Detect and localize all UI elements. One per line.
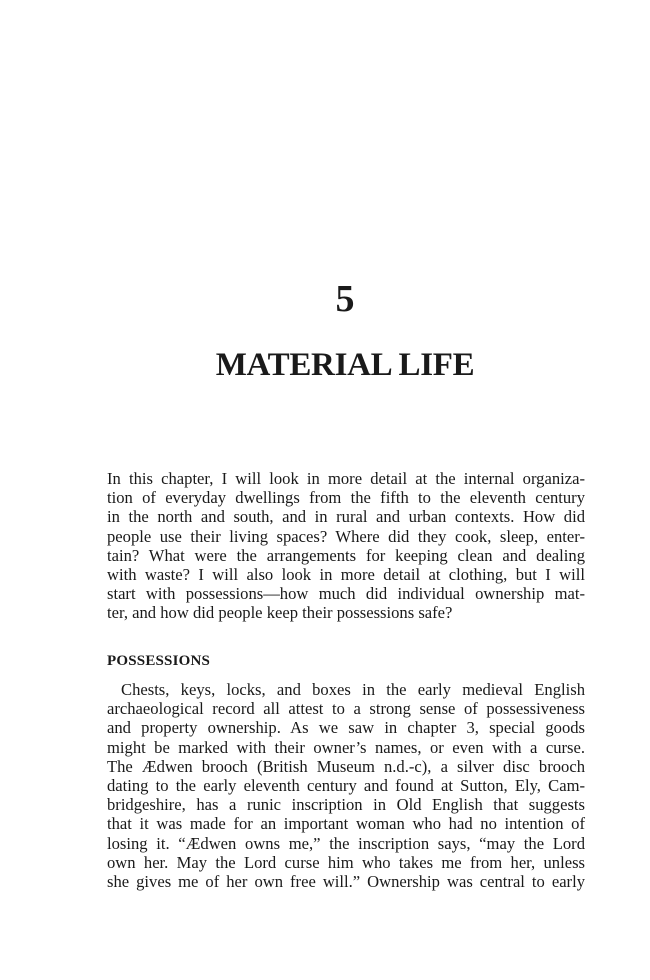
- body-line: own her. May the Lord curse him who takes me from her, unless: [107, 852, 585, 872]
- chapter-title: MATERIAL LIFE: [215, 347, 475, 383]
- body-line: she gives me of her own free will.” Ownership was central to early: [107, 872, 585, 892]
- body-line: Chests, keys, locks, and boxes in the early medieval English: [121, 680, 585, 699]
- intro-line: start with possessions—how much did individual ownership mat-: [107, 584, 585, 604]
- intro-line: in the north and south, and in rural and urban contexts. How did: [107, 507, 585, 527]
- intro-line: tain? What were the arrangements for keeping clean and dealing: [107, 545, 585, 565]
- body-line: losing it. “Ædwen owns me,” the inscription says, “may the Lord: [107, 833, 585, 853]
- body-paragraph: [107, 680, 585, 891]
- intro-line: In this chapter, I will look in more detail at the internal organiza-: [107, 469, 585, 488]
- body-line: dating to the early eleventh century and found at Sutton, Ely, Cam-: [107, 776, 585, 796]
- intro-paragraph: [107, 469, 585, 623]
- body-line: might be marked with their owner’s names, or even with a curse.: [107, 737, 585, 757]
- intro-line: ter, and how did people keep their possessions safe?: [107, 603, 453, 623]
- body-line: The Ædwen brooch (British Museum n.d.-c), a silver disc brooch: [107, 756, 585, 776]
- body-line: and property ownership. As we saw in chapter 3, special goods: [107, 718, 585, 738]
- body-line: archaeological record all attest to a strong sense of possessiveness: [107, 699, 585, 719]
- chapter-number: 5: [335, 278, 355, 320]
- intro-line: people use their living spaces? Where did they cook, sleep, enter-: [107, 526, 585, 546]
- intro-line: tion of everyday dwellings from the fifth to the eleventh century: [107, 488, 585, 508]
- section-heading: POSSESSIONS: [107, 653, 211, 669]
- body-line: that it was made for an important woman who had no intention of: [107, 814, 585, 834]
- intro-line: with waste? I will also look in more detail at clothing, but I will: [107, 565, 585, 585]
- body-line: bridgeshire, has a runic inscription in Old English that suggests: [107, 795, 585, 815]
